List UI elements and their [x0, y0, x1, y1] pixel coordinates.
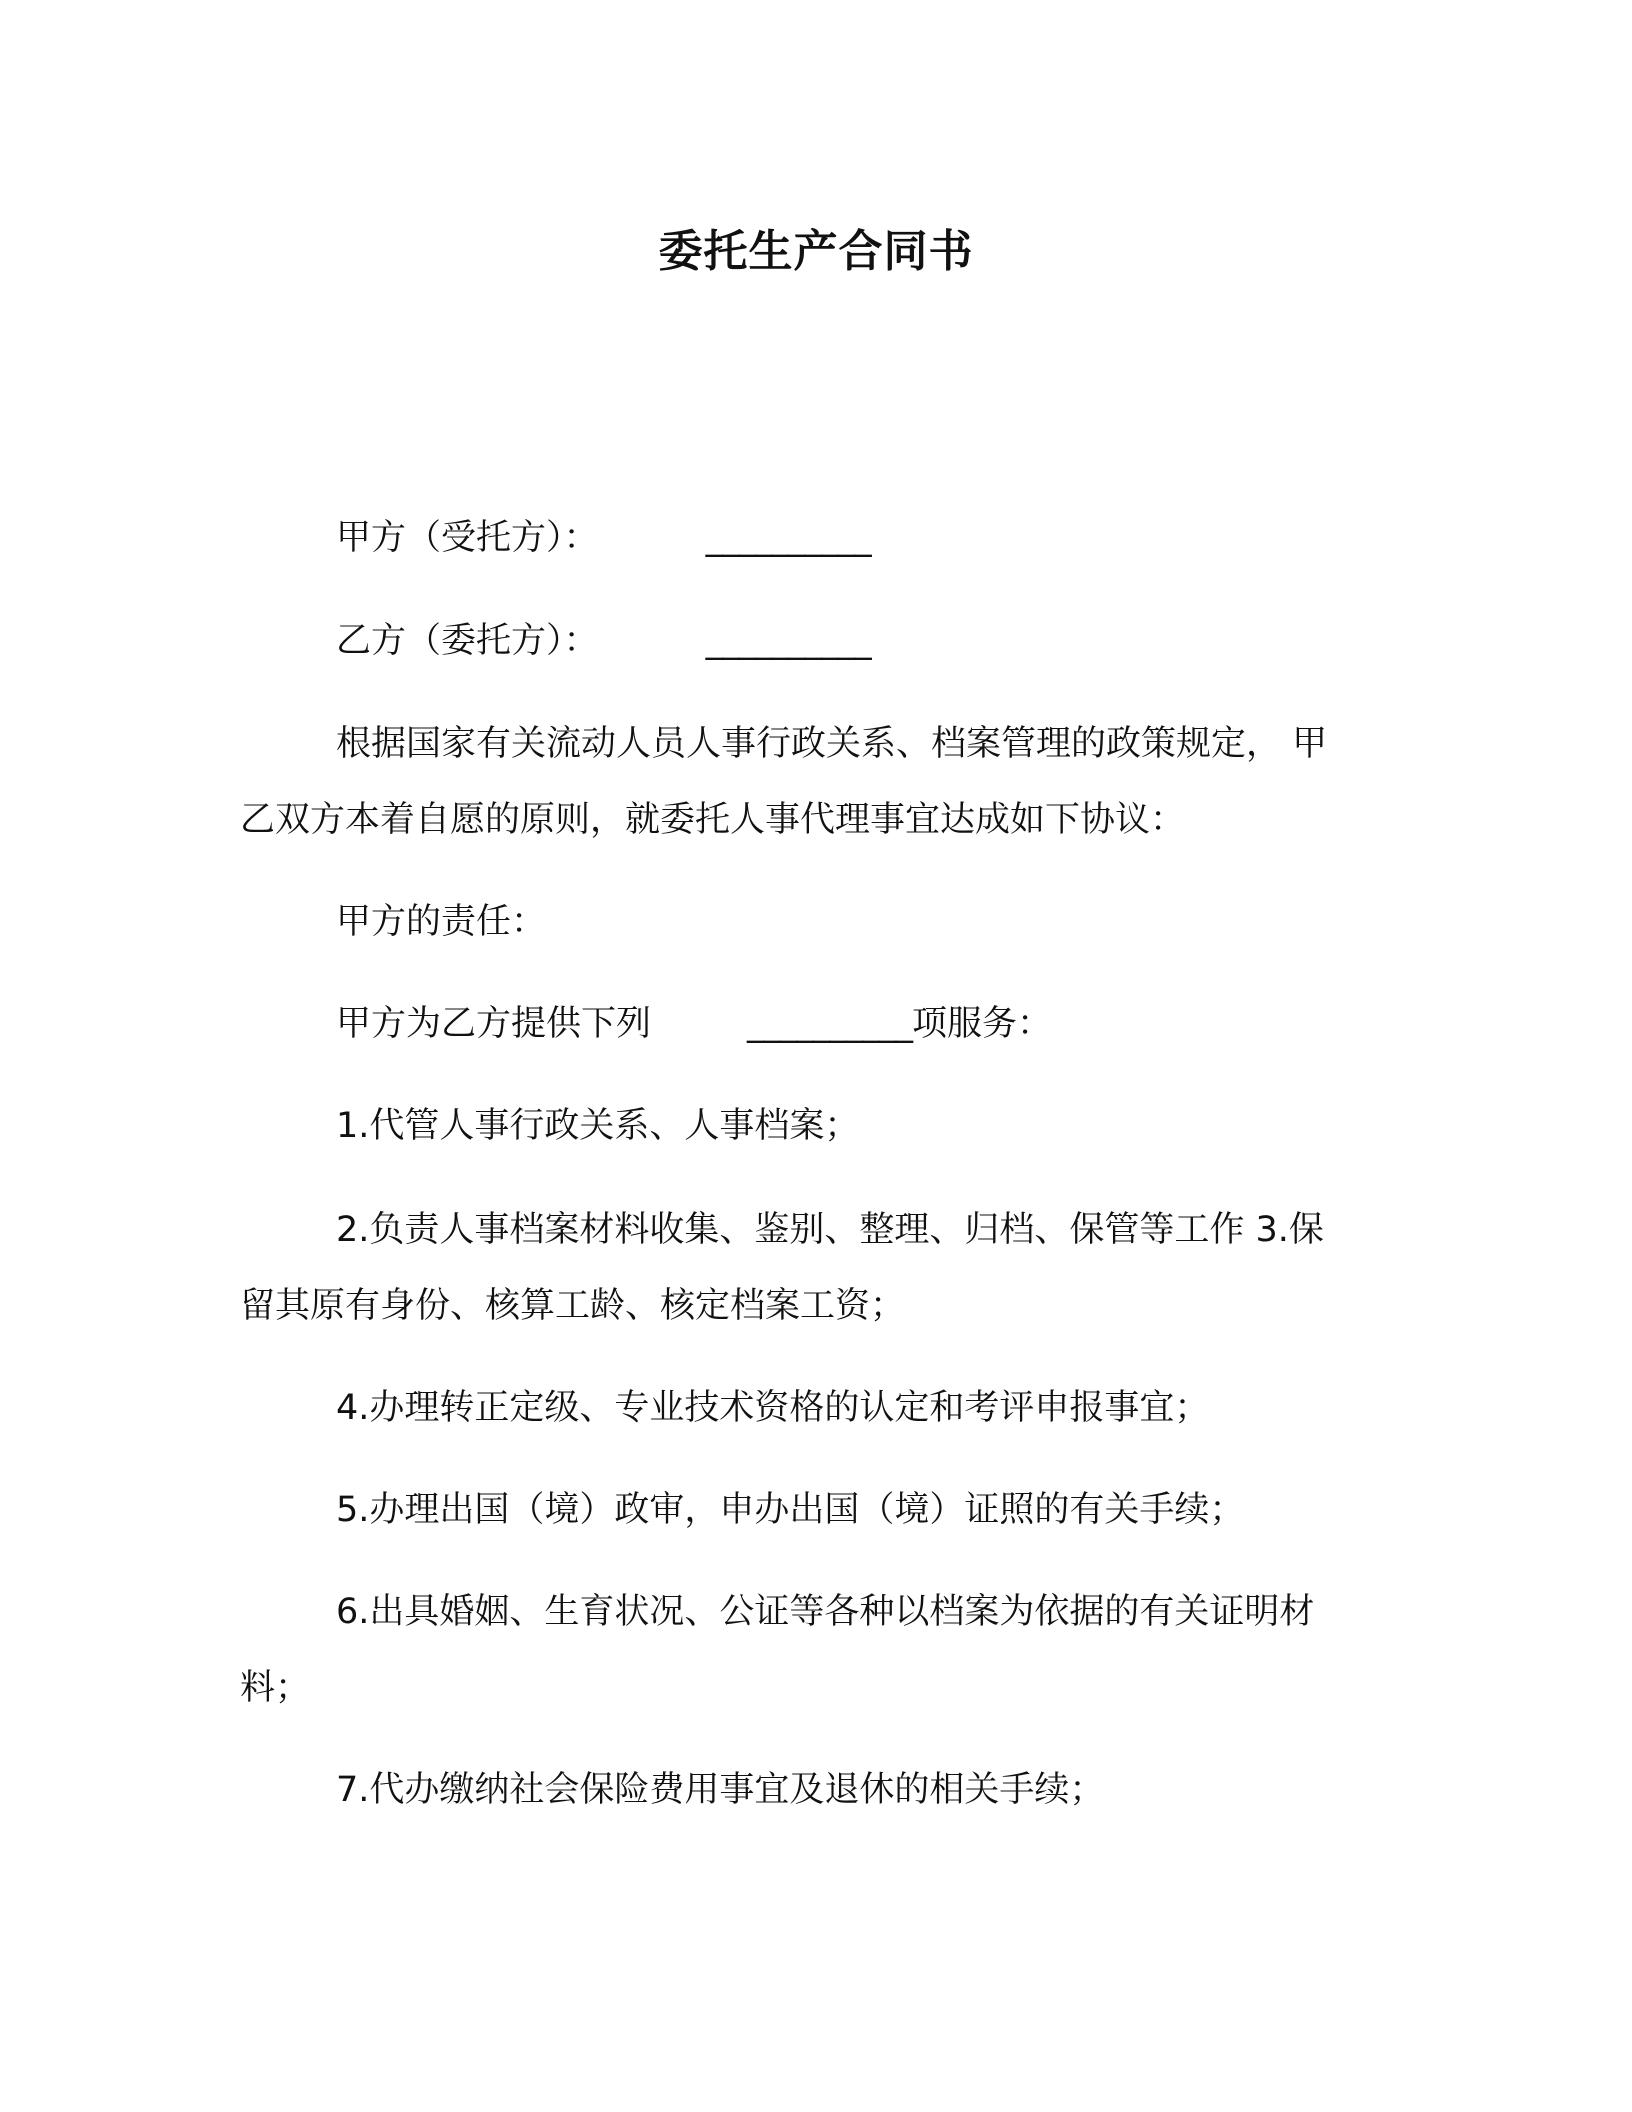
party-a-blank: __________ — [705, 518, 871, 558]
services-intro-after: 项服务： — [912, 1004, 1053, 1044]
list-item-2-line-2: 留其原有身份、核算工龄、核定档案工资； — [240, 1286, 906, 1326]
party-b-blank: __________ — [705, 621, 871, 661]
duty-heading-text: 甲方的责任： — [336, 902, 547, 942]
services-intro-text — [240, 986, 1390, 1062]
list-item-4-text: 4.办理转正定级、专业技术资格的认定和考评申报事宜； — [336, 1388, 1210, 1428]
list-item-1-text: 1.代管人事行政关系、人事档案； — [336, 1106, 860, 1146]
list-item-2 — [240, 1192, 1390, 1344]
list-item-2-line-1: 2.负责人事档案材料收集、鉴别、整理、归档、保管等工作 3.保 — [336, 1210, 1324, 1250]
list-item-7-text: 7.代办缴纳社会保险费用事宜及退休的相关手续； — [336, 1770, 1105, 1810]
party-a-line — [240, 500, 1390, 576]
services-count-blank: __________ — [747, 1004, 913, 1044]
party-a-label: 甲方（受托方）： — [336, 518, 599, 558]
intro-line-1: 根据国家有关流动人员人事行政关系、档案管理的政策规定， 甲 — [336, 724, 1328, 764]
services-intro — [240, 986, 1390, 1062]
list-item-6-line-2: 料； — [240, 1668, 311, 1708]
party-b-text — [240, 603, 1390, 679]
list-item-6-line-1: 6.出具婚姻、生育状况、公证等各种以档案为依据的有关证明材 — [336, 1592, 1315, 1632]
party-b-line — [240, 603, 1390, 679]
list-item-1 — [240, 1088, 1390, 1164]
party-a-duty-heading — [240, 884, 1390, 960]
list-item-5 — [240, 1472, 1390, 1548]
party-b-label: 乙方（委托方）： — [336, 621, 599, 661]
document-title: 委托生产合同书 — [658, 226, 974, 277]
services-intro-before: 甲方为乙方提供下列 — [336, 1004, 652, 1044]
intro-paragraph — [240, 706, 1390, 858]
list-item-5-text: 5.办理出国（境）政审，申办出国（境）证照的有关手续； — [336, 1490, 1245, 1530]
list-item-6 — [240, 1574, 1390, 1726]
intro-line-2: 乙双方本着自愿的原则，就委托人事代理事宜达成如下协议： — [240, 800, 1186, 840]
list-item-4 — [240, 1370, 1390, 1446]
party-a-text — [240, 500, 1390, 576]
list-item-7 — [240, 1752, 1390, 1828]
